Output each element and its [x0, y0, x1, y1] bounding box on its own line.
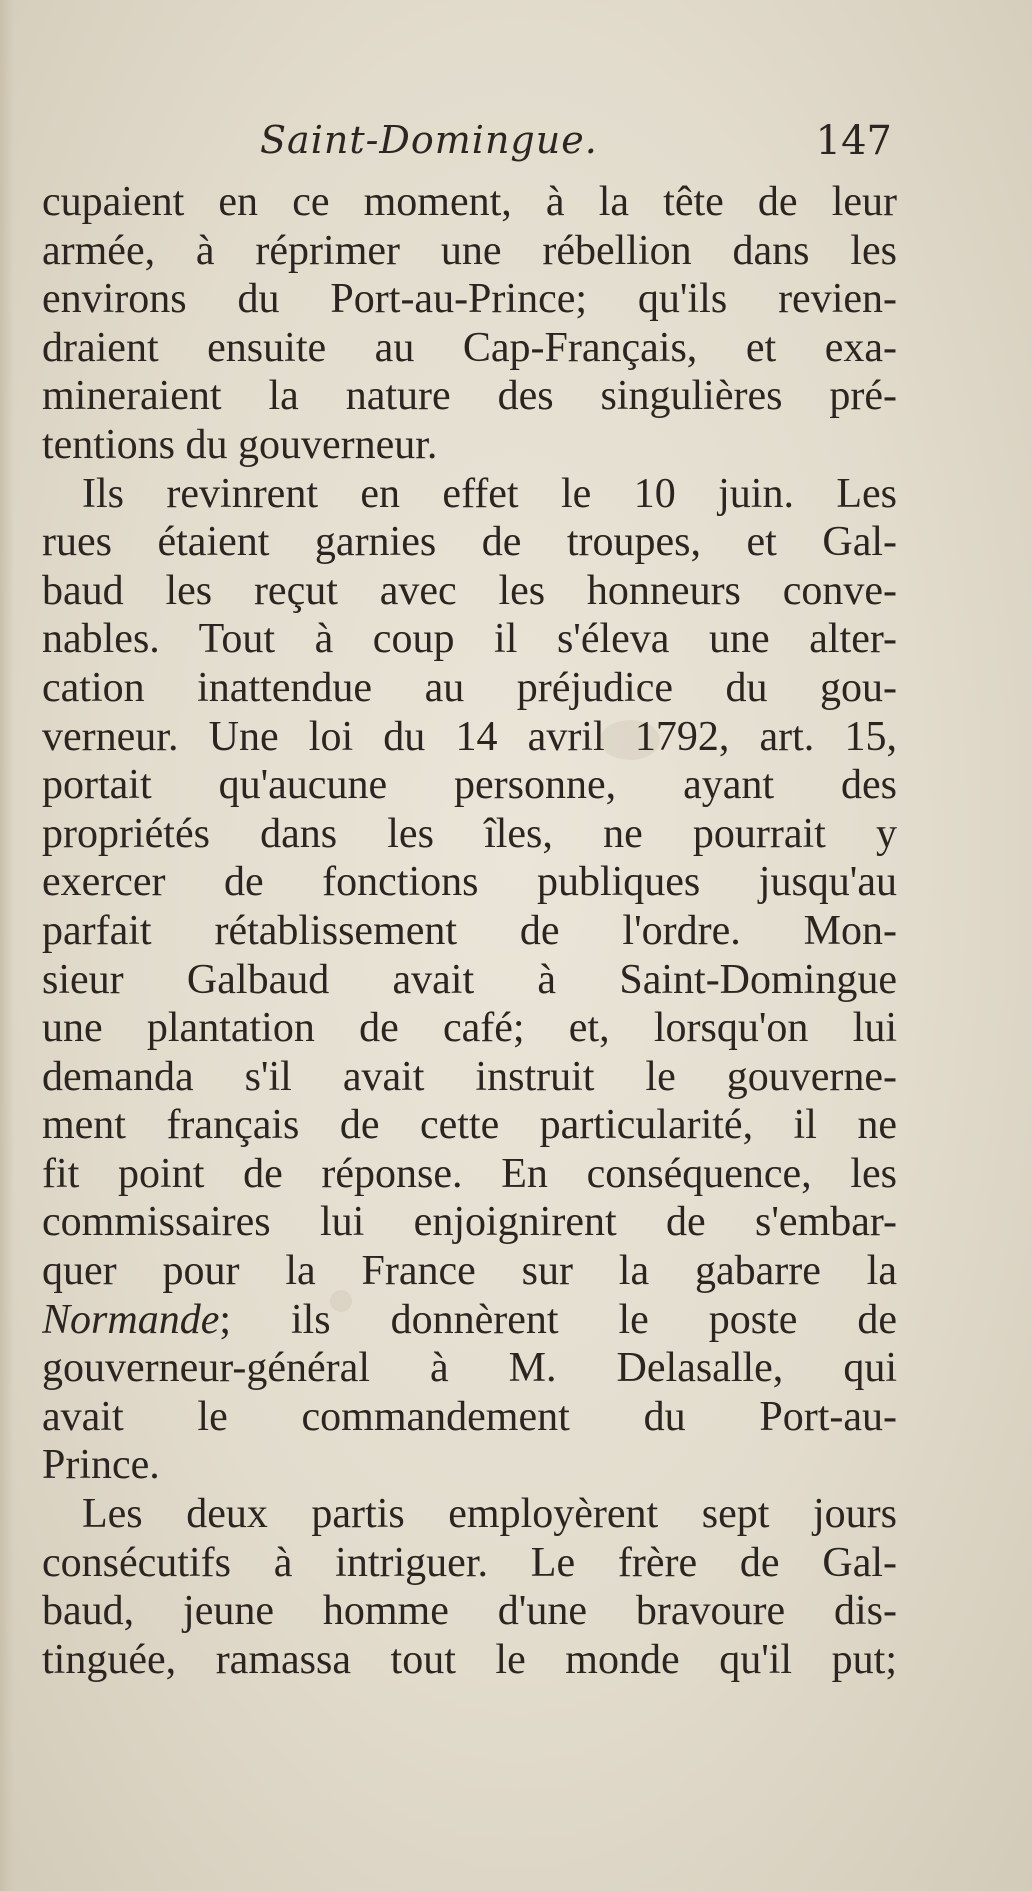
text-line: gouverneur-général à M. Delasalle, qui [42, 1345, 897, 1392]
text-line-rest: ; ils donnèrent le poste de [219, 1296, 897, 1343]
text-line: environs du Port-au-Prince; qu'ils revien- [42, 276, 897, 323]
text-line: une plantation de café; et, lorsqu'on lui [42, 1005, 897, 1052]
body-text [42, 178, 897, 1684]
text-line: fit point de réponse. En conséquence, les [42, 1150, 897, 1197]
italic-ship-name: Normande [42, 1296, 220, 1343]
text-line: nables. Tout à coup il s'éleva une alter- [42, 616, 897, 663]
running-head [52, 118, 892, 178]
page-edge-shadow [0, 0, 14, 1891]
text-line: draient ensuite au Cap-Français, et exa- [42, 324, 897, 371]
text-line-with-italic [42, 1296, 897, 1345]
text-line: sieur Galbaud avait à Saint-Domingue [42, 956, 897, 1003]
text-line: Ils revinrent en effet le 10 juin. Les [82, 470, 897, 517]
text-line: avait le commandement du Port-au- [42, 1393, 897, 1440]
text-line: propriétés dans les îles, ne pourrait y [42, 810, 897, 857]
text-line: tentions du gouverneur. [42, 421, 438, 468]
page-number: 147 [815, 118, 892, 164]
text-line: portait qu'aucune personne, ayant des [42, 762, 897, 809]
text-line: cupaient en ce moment, à la tête de leur [42, 179, 897, 225]
text-line: ment français de cette particularité, il ne [42, 1102, 897, 1149]
text-line: exercer de fonctions publiques jusqu'au [42, 859, 897, 906]
text-line: Les deux partis employèrent sept jours [82, 1491, 897, 1538]
text-line: quer pour la France sur la gabarre la [42, 1248, 897, 1295]
text-line: cation inattendue au préjudice du gou- [42, 664, 897, 711]
text-line: Prince. [42, 1442, 160, 1489]
running-head-title: Saint-Domingue. [260, 118, 598, 162]
text-line: mineraient la nature des singulières pré- [42, 373, 897, 420]
text-line: commissaires lui enjoignirent de s'embar- [42, 1199, 897, 1246]
text-line: demanda s'il avait instruit le gouverne- [42, 1053, 897, 1100]
text-line: baud, jeune homme d'une bravoure dis- [42, 1588, 897, 1635]
text-line: rues étaient garnies de troupes, et Gal- [42, 519, 897, 566]
text-line: tinguée, ramassa tout le monde qu'il put; [42, 1636, 897, 1683]
text-line: consécutifs à intriguer. Le frère de Gal- [42, 1539, 897, 1586]
text-line: baud les reçut avec les honneurs conve- [42, 567, 897, 614]
text-line: parfait rétablissement de l'ordre. Mon- [42, 907, 897, 954]
text-line: armée, à réprimer une rébellion dans les [42, 227, 897, 274]
text-line: verneur. Une loi du 14 avril 1792, art. 15, [42, 713, 897, 760]
